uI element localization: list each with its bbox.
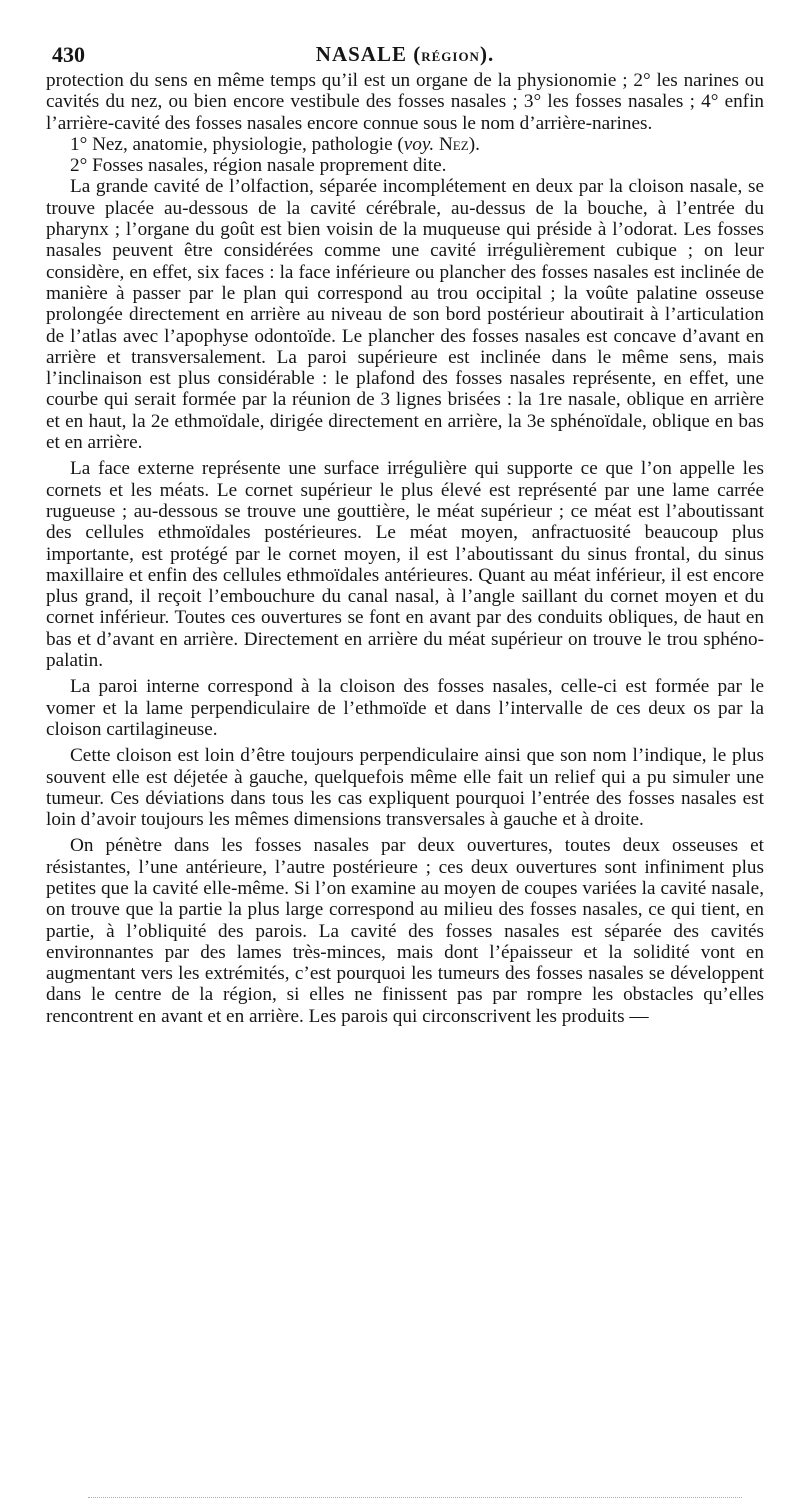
paragraph-continued: protection du sens en même temps qu’il est un organe de la physionomie ; 2° les narines ou cavités du nez, ou bien encore vestibule des fosses nasales ; 3° les fosses nasales ; 4° enfin l’arrière-cavité des fosses nasales encore connue sous le nom d’arrière-narines. xyxy=(46,70,764,134)
paragraph-paroi-interne: La paroi interne correspond à la cloison des fosses nasales, celle-ci est formée par le vomer et la lame perpendiculaire de l’ethmoïde et dans l’intervalle de ces deux os par la cloison cartilagineuse. xyxy=(46,676,764,740)
running-head-subtitle: RÉGION xyxy=(421,49,480,64)
page-header xyxy=(46,36,764,70)
page-number: 430 xyxy=(52,42,85,67)
paragraph-item-nez xyxy=(46,134,764,155)
cross-reference-nez: Nez xyxy=(438,133,469,155)
footer-rule xyxy=(88,1497,742,1498)
paragraph-ouvertures: On pénètre dans les fosses nasales par deux ouvertures, toutes deux osseuses et résistantes, l’une antérieure, l’autre postérieure ; ces deux ouvertures sont infiniment plus petites que la cavité elle-même. Si l’on examine au moyen de coupes variées la cavité nasale, on trouve que la partie la plus large correspond au milieu des fosses nasales, ce qui tient, en partie, à l’obliquité des parois. La cavité des fosses nasales est séparée des cavités environnantes par des lames très-minces, mais dont l’épaisseur et la solidité vont en augmentant vers les extrémités, c’est pourquoi les tumeurs des fosses nasales se développent dans le centre de la région, si elles ne finissent pas par rompre les obstacles qu’elles rencontrent en avant et en arrière. Les parois qui circonscrivent les produits — xyxy=(46,835,764,1027)
paragraph-cavite-olfaction: La grande cavité de l’olfaction, séparée incomplétement en deux par la cloison nasale, se trouve placée au-dessous de la cavité cérébrale, au-dessus de la bouche, à l’entrée du pharynx ; l’organe du goût est bien voisin de la muqueuse qui préside à l’odorat. Les fosses nasales peuvent être considérées comme une cavité irrégulièrement cubique ; on leur considère, en effet, six faces : la face inférieure ou plancher des fosses nasales est inclinée de manière à passer par le plan qui correspond au trou occipital ; la voûte palatine osseuse prolongée directement en arrière au niveau de son bord postérieur aboutirait à l’articulation de l’atlas avec l’apophyse odontoïde. Le plancher des fosses nasales est concave d’avant en arrière et transversalement. La paroi supérieure est inclinée dans le même sens, mais l’inclinaison est plus considérable : le plafond des fosses nasales représente, en effet, une courbe qui serait formée par la réunion de 3 lignes brisées : la 1re nasale, oblique en arrière et en haut, la 2e ethmoïdale, dirigée directement en arrière, la 3e sphénoïdale, oblique en bas et en arrière. xyxy=(46,176,764,454)
cross-reference-close: ). xyxy=(468,133,480,155)
voy-abbreviation: voy. xyxy=(403,133,435,155)
item-nez-text: 1° Nez, anatomie, physiologie, pathologie ( xyxy=(70,133,404,155)
running-head-title: NASALE ( xyxy=(315,42,422,66)
paragraph-cloison: Cette cloison est loin d’être toujours perpendiculaire ainsi que son nom l’indique, le plus souvent elle est déjetée à gauche, quelquefois même elle fait un relief qui a pu simuler une tumeur. Ces déviations dans tous les cas expliquent pourquoi l’entrée des fosses nasales est loin d’avoir toujours les mêmes dimensions transversales à gauche et à droite. xyxy=(46,745,764,831)
running-head xyxy=(46,42,764,67)
paragraph-face-externe: La face externe représente une surface irrégulière qui supporte ce que l’on appelle les cornets et les méats. Le cornet supérieur le plus élevé est représenté par une lame carrée rugueuse ; au-dessous se trouve une gouttière, le méat supérieur ; ce méat est l’aboutissant des cellules ethmoïdales postérieures. Le méat moyen, anfractuosité beaucoup plus importante, est protégé par le cornet moyen, il est l’aboutissant du sinus frontal, du sinus maxillaire et enfin des cellules ethmoïdales antérieures. Quant au méat inférieur, il est encore plus grand, il reçoit l’embouchure du canal nasal, à l’angle saillant du cornet moyen et du cornet inférieur. Toutes ces ouvertures se font en avant par des conduits obliques, de haut en bas et d’avant en arrière. Directement en arrière du méat supérieur on trouve le trou sphéno-palatin. xyxy=(46,458,764,672)
body-text xyxy=(46,70,764,1027)
running-head-close: ). xyxy=(479,42,495,66)
paragraph-item-fosses: 2° Fosses nasales, région nasale proprement dite. xyxy=(70,155,447,177)
